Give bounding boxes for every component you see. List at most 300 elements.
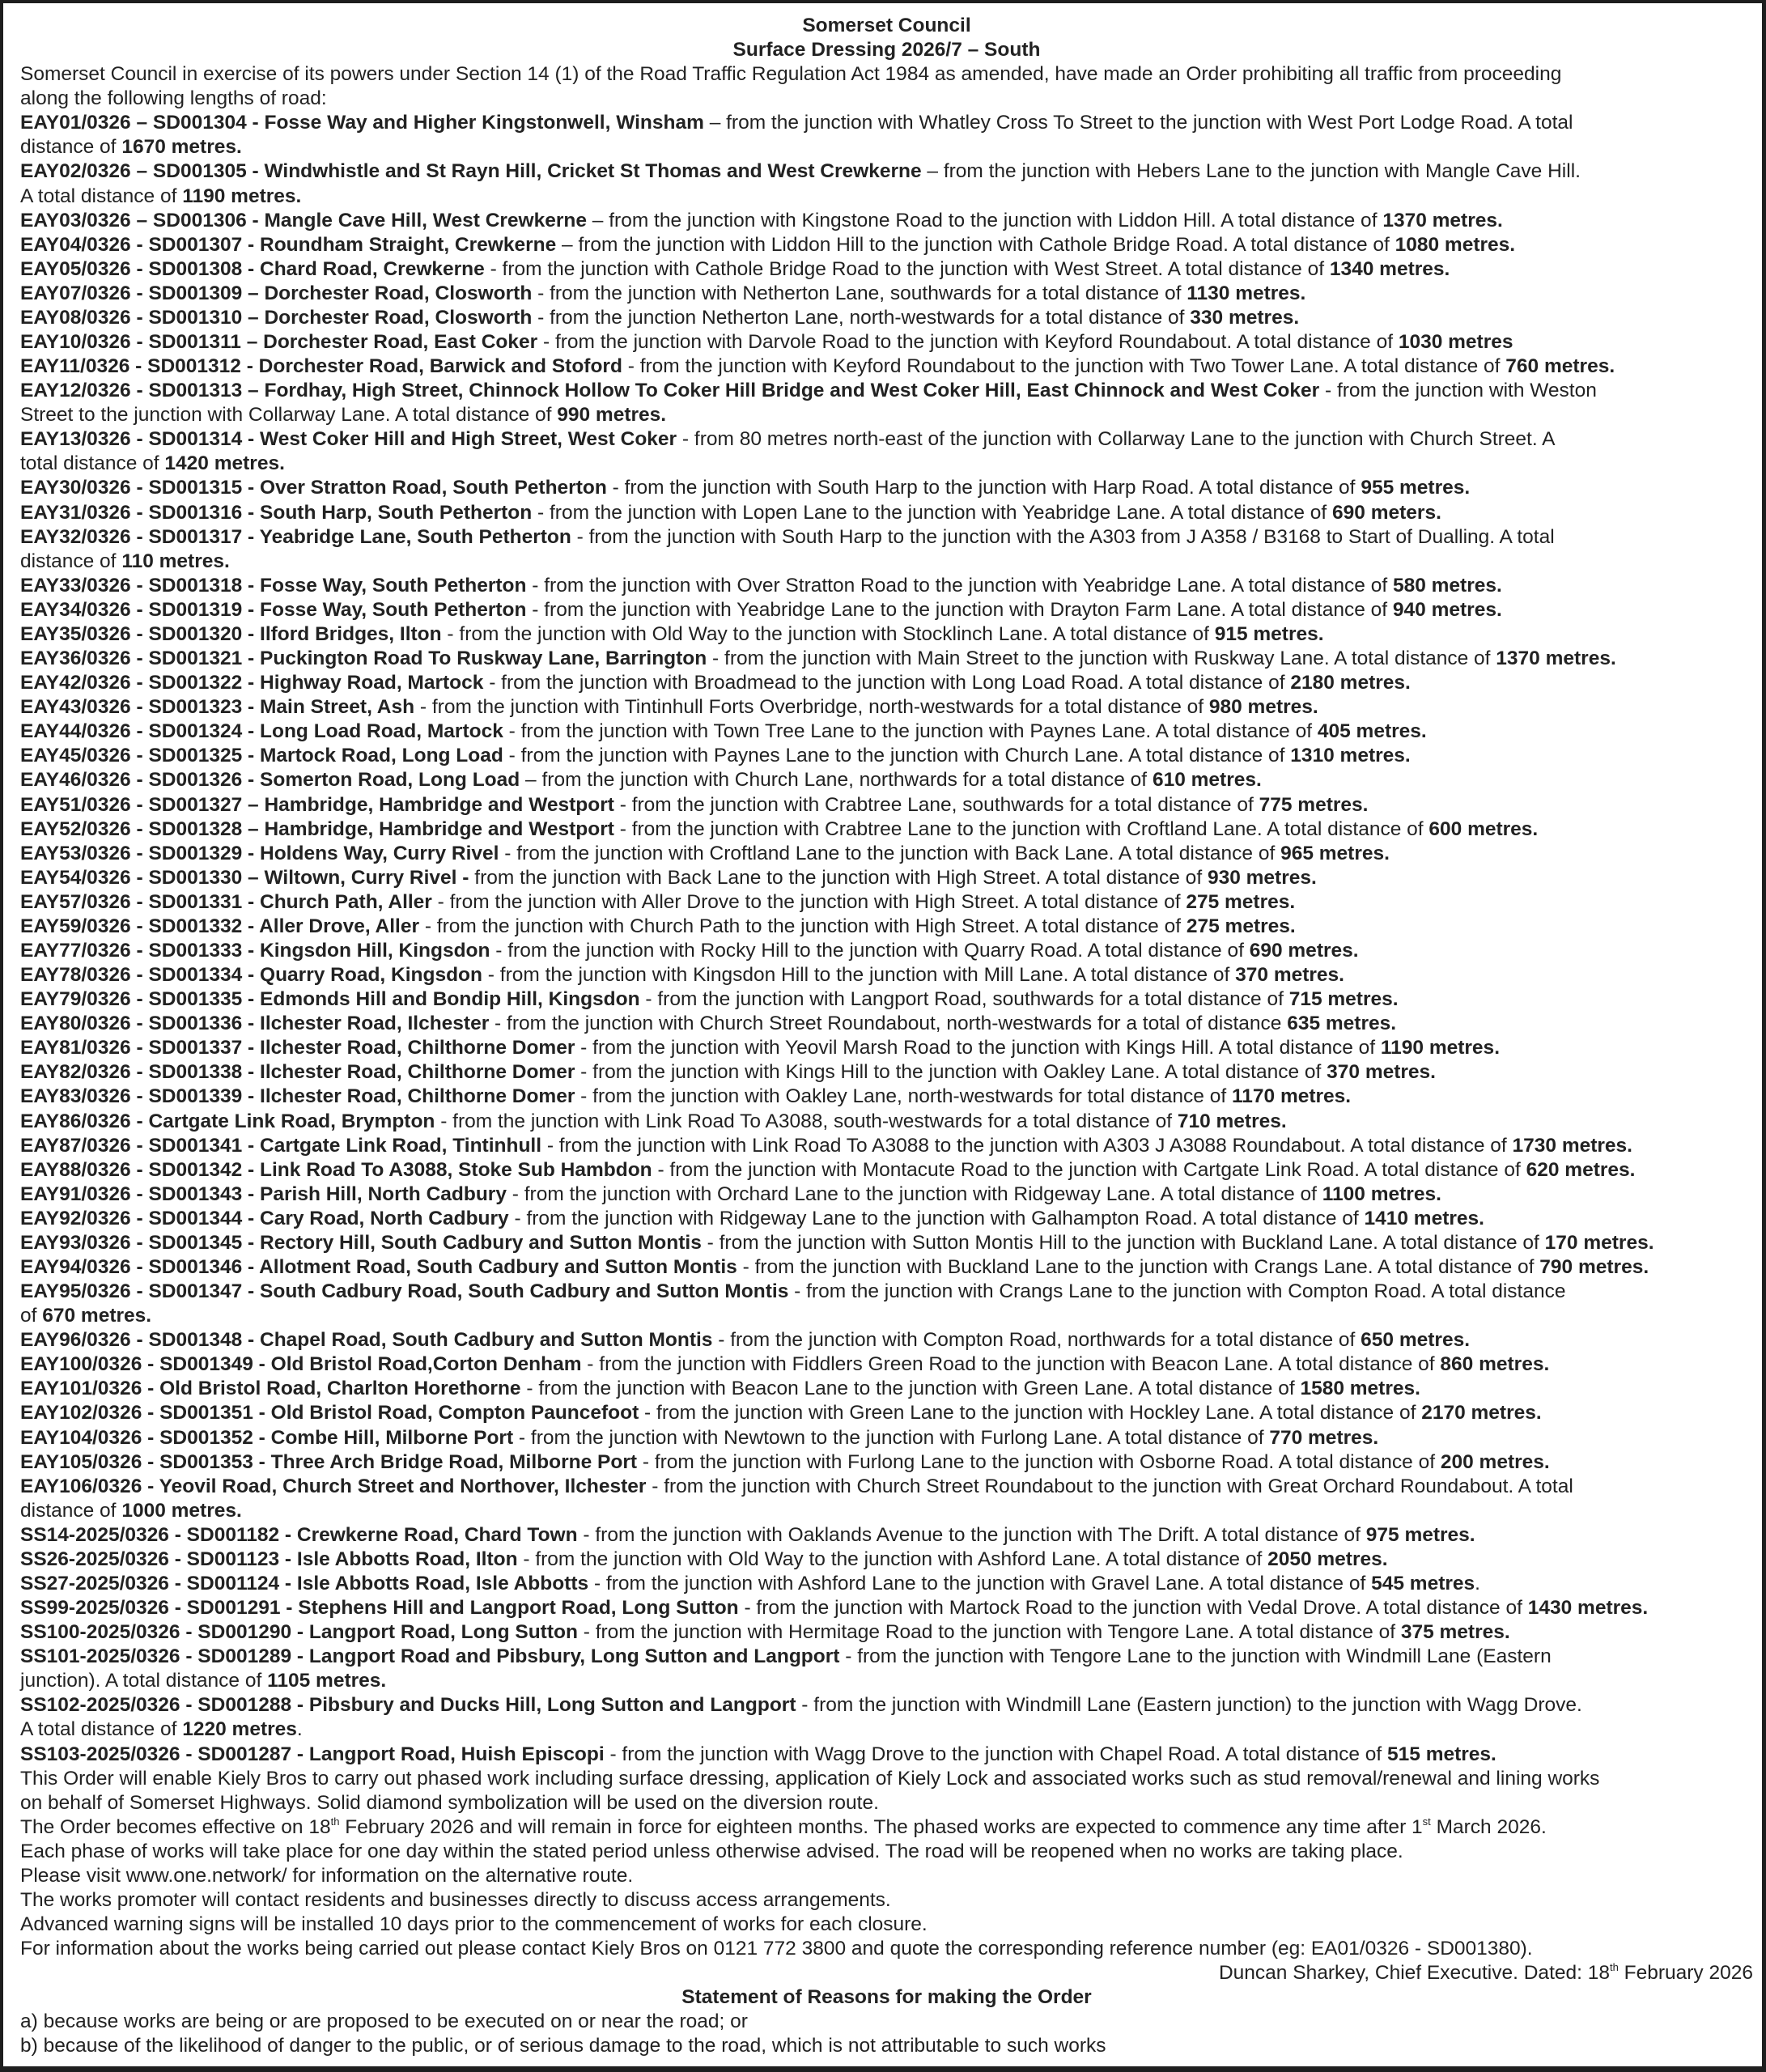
order-line	[20, 1255, 1753, 1280]
text-run: This Order will enable Kiely Bros to carry out phased work including surface dressing, application of Kiely Lock and associated works such as stud removal/renewal and lining works	[20, 1767, 1600, 1790]
order-line-text	[20, 1693, 1582, 1717]
intro-line-text	[20, 87, 327, 111]
order-line	[20, 306, 1753, 330]
bold-text: 1190 metres.	[182, 185, 302, 207]
text-run: - from the junction with Langport Road, southwards for a total distance of	[639, 988, 1289, 1011]
bold-text: 955 metres.	[1361, 477, 1471, 499]
text-run: - from the junction with Rocky Hill to the junction with Quarry Road. A total distance of	[490, 939, 1250, 962]
order-line	[20, 1523, 1753, 1548]
bold-text: EAY106/0326 - Yeovil Road, Church Street and Northover, Ilchester	[20, 1475, 647, 1497]
bold-text: 275 metres.	[1186, 915, 1296, 937]
order-line	[20, 379, 1753, 403]
order-line	[20, 963, 1753, 987]
note-line-text	[20, 1937, 1533, 1961]
order-line	[20, 647, 1753, 671]
bold-text: EAY81/0326 - SD001337 - Ilchester Road, Chilthorne Domer	[20, 1037, 575, 1059]
bold-text: 965 metres.	[1280, 842, 1390, 864]
text-run: - from the junction with Church Path to the junction with High Street. A total distance of	[419, 915, 1187, 937]
order-entry	[20, 939, 1753, 963]
bold-text: 545 metres	[1371, 1573, 1475, 1594]
bold-text: 990 metres.	[557, 404, 667, 427]
bold-text: EAY91/0326 - SD001343 - Parish Hill, North Cadbury	[20, 1182, 507, 1205]
bold-text: 2180 metres.	[1290, 672, 1411, 694]
bold-text: EAY11/0326 - SD001312 - Dorchester Road, Barwick and Stoford	[20, 355, 622, 378]
bold-text: EAY52/0326 - SD001328 – Hambridge, Hambridge and Westport	[20, 817, 614, 840]
text-run: March 2026.	[1430, 1815, 1547, 1838]
order-line	[20, 476, 1753, 500]
bold-text: 760 metres.	[1505, 355, 1615, 378]
bold-text: EAY01/0326 – SD001304 - Fosse Way and Higher Kingstonwell, Winsham	[20, 112, 704, 134]
bold-text: 1420 metres.	[164, 452, 285, 475]
order-entry	[20, 355, 1753, 379]
order-line-text	[20, 866, 1317, 890]
bold-text: EAY96/0326 - SD001348 - Chapel Road, South Cadbury and Sutton Montis	[20, 1329, 713, 1352]
order-entry	[20, 282, 1753, 306]
bold-text: 635 metres.	[1287, 1013, 1397, 1035]
order-entry	[20, 427, 1753, 476]
text-run: - from the junction with Broadmead to the junction with Long Load Road. A total distance of	[483, 672, 1291, 694]
order-line	[20, 257, 1753, 282]
bold-text: 620 metres.	[1526, 1158, 1636, 1181]
bold-text: 670 metres.	[42, 1305, 152, 1327]
note-line	[20, 1864, 1753, 1888]
order-line	[20, 1158, 1753, 1182]
order-entry	[20, 768, 1753, 792]
note-line	[20, 1791, 1753, 1815]
order-line-text	[20, 1060, 1436, 1085]
order-line-text	[20, 427, 1555, 452]
order-entry	[20, 159, 1753, 208]
order-line	[20, 282, 1753, 306]
order-line-text	[20, 744, 1411, 768]
bold-text: 370 metres.	[1327, 1061, 1436, 1084]
order-line-text	[20, 403, 666, 427]
text-run: Please visit www.one.network/ for information on the alternative route.	[20, 1864, 634, 1887]
bold-text: 860 metres.	[1440, 1353, 1550, 1376]
order-line	[20, 159, 1753, 184]
order-entry	[20, 793, 1753, 817]
bold-text: EAY93/0326 - SD001345 - Rectory Hill, South Cadbury and Sutton Montis	[20, 1231, 702, 1254]
order-entry	[20, 501, 1753, 525]
order-line-text	[20, 1134, 1632, 1158]
order-line-text	[20, 185, 301, 209]
order-line	[20, 1036, 1753, 1060]
text-run: - from the junction with Beacon Lane to the junction with Green Lane. A total distance of	[520, 1378, 1301, 1400]
order-list	[20, 111, 1753, 1766]
order-entry	[20, 987, 1753, 1012]
bold-text: EAY104/0326 - SD001352 - Combe Hill, Milborne Port	[20, 1426, 514, 1449]
order-entry	[20, 622, 1753, 647]
bold-text: SS99-2025/0326 - SD001291 - Stephens Hill and Langport Road, Long Sutton	[20, 1597, 739, 1620]
bold-text: 1580 metres.	[1300, 1378, 1420, 1400]
order-line-text	[20, 1645, 1552, 1669]
bold-text: 690 metres.	[1249, 939, 1359, 962]
bold-text: 1190 metres.	[1380, 1037, 1500, 1059]
bold-text: 650 metres.	[1361, 1329, 1471, 1352]
order-line	[20, 1450, 1753, 1475]
note-line-text	[20, 1767, 1599, 1791]
order-line-text	[20, 282, 1305, 306]
note-line	[20, 1840, 1753, 1864]
bold-text: 515 metres.	[1387, 1743, 1496, 1765]
order-line	[20, 330, 1753, 355]
bold-text: SS101-2025/0326 - SD001289 - Langport Road and Pibsbury, Long Sutton and Langport	[20, 1645, 840, 1668]
reason-line	[20, 2034, 1753, 2058]
text-run: distance of	[20, 550, 122, 572]
bold-text: SS100-2025/0326 - SD001290 - Langport Road, Long Sutton	[20, 1621, 578, 1644]
text-run: - from the junction with Crangs Lane to the junction with Compton Road. A total distance	[788, 1280, 1566, 1303]
text-run: distance of	[20, 1499, 122, 1522]
order-entry	[20, 209, 1753, 233]
order-entry	[20, 1255, 1753, 1280]
text-run: - from the junction with Weston	[1319, 380, 1597, 402]
order-line	[20, 768, 1753, 792]
signature-line-text	[1219, 1961, 1753, 1985]
note-line	[20, 1815, 1753, 1840]
order-line-text	[20, 768, 1262, 792]
note-line-text	[20, 1913, 928, 1937]
bold-text: EAY02/0326 – SD001305 - Windwhistle and St Rayn Hill, Cricket St Thomas and West Crewkerne	[20, 160, 922, 183]
order-entry	[20, 1426, 1753, 1450]
order-line	[20, 1717, 1753, 1742]
signature-line	[20, 1961, 1753, 1985]
order-line-text	[20, 817, 1538, 842]
order-line-text	[20, 257, 1450, 282]
bold-text: 1030 metres	[1398, 331, 1513, 354]
order-entry	[20, 1401, 1753, 1425]
order-line-text	[20, 501, 1441, 525]
order-entry	[20, 744, 1753, 768]
order-entry	[20, 963, 1753, 987]
order-entry	[20, 842, 1753, 866]
order-line	[20, 1475, 1753, 1499]
order-line	[20, 842, 1753, 866]
bold-text: EAY12/0326 - SD001313 – Fordhay, High Street, Chinnock Hollow To Coker Hill Bridge and West Coker Hill, East Chinnock and West Coker	[20, 380, 1320, 402]
bold-text: EAY53/0326 - SD001329 - Holdens Way, Curry Rivel	[20, 842, 499, 864]
bold-text: 915 metres.	[1214, 622, 1324, 645]
bold-text: EAY59/0326 - SD001332 - Aller Drove, Aller	[20, 915, 420, 937]
bold-text: EAY32/0326 - SD001317 - Yeabridge Lane, South Petherton	[20, 525, 571, 548]
text-run: February 2026	[1618, 1962, 1753, 1985]
bold-text: 580 metres.	[1392, 574, 1502, 597]
order-line	[20, 1596, 1753, 1620]
bold-text: SS26-2025/0326 - SD001123 - Isle Abbotts Road, Ilton	[20, 1548, 518, 1570]
bold-text: 110 metres.	[121, 550, 230, 572]
bold-text: 1130 metres.	[1187, 282, 1306, 304]
text-run: - from the junction with Aller Drove to the junction with High Street. A total distance of	[431, 890, 1187, 913]
bold-text: EAY102/0326 - SD001351 - Old Bristol Road, Compton Pauncefoot	[20, 1402, 639, 1424]
order-entry	[20, 1475, 1753, 1523]
text-run: .	[296, 1718, 303, 1741]
order-line-text	[20, 1450, 1550, 1475]
order-entry	[20, 525, 1753, 574]
text-run: - from the junction with Montacute Road to the junction with Cartgate Link Road. A total distance of	[652, 1158, 1526, 1181]
order-line	[20, 1377, 1753, 1401]
intro-line	[20, 62, 1753, 87]
order-line	[20, 1110, 1753, 1134]
note-line-text	[20, 1888, 891, 1913]
text-run: - from the junction with Windmill Lane (Eastern junction) to the junction with Wagg Drove.	[796, 1694, 1582, 1717]
order-line-text	[20, 1352, 1549, 1377]
bold-text: EAY05/0326 - SD001308 - Chard Road, Crewkerne	[20, 257, 485, 280]
text-run: – from the junction with Liddon Hill to the junction with Cathole Bridge Road. A total distance of	[556, 233, 1395, 256]
order-line-text	[20, 1401, 1542, 1425]
bold-text: SS102-2025/0326 - SD001288 - Pibsbury and Ducks Hill, Long Sutton and Langport	[20, 1694, 796, 1717]
notice-title: Somerset Council	[802, 15, 971, 36]
text-run: - from the junction with Fiddlers Green Road to the junction with Beacon Lane. A total distance of	[581, 1353, 1441, 1376]
order-line	[20, 185, 1753, 209]
text-run: - from the junction Netherton Lane, north-westwards for a total distance of	[532, 306, 1191, 329]
text-run: - from the junction with Croftland Lane to the junction with Back Lane. A total distance of	[499, 842, 1281, 864]
order-line	[20, 890, 1753, 915]
note-line-text	[20, 1791, 879, 1815]
text-run: on behalf of Somerset Highways. Solid diamond symbolization will be used on the diversion route.	[20, 1791, 879, 1814]
order-line-text	[20, 209, 1503, 233]
order-entry	[20, 379, 1753, 427]
text-run: – from the junction with Church Lane, northwards for a total distance of	[520, 769, 1153, 792]
text-run: - from the junction with Town Tree Lane to the junction with Paynes Lane. A total distance of	[503, 720, 1318, 743]
order-line	[20, 671, 1753, 695]
text-run: along the following lengths of road:	[20, 87, 327, 110]
order-entry	[20, 1280, 1753, 1328]
order-entry	[20, 1182, 1753, 1207]
text-run: Somerset Council in exercise of its powers under Section 14 (1) of the Road Traffic Regulation Act 1984 as amended, have made an Order prohibiting all traffic from proceeding	[20, 63, 1562, 86]
bold-text: EAY57/0326 - SD001331 - Church Path, Aller	[20, 890, 432, 913]
order-line-text	[20, 1475, 1573, 1499]
bold-text: SS103-2025/0326 - SD001287 - Langport Road, Huish Episcopi	[20, 1743, 605, 1765]
order-line	[20, 550, 1753, 574]
bold-text: 600 metres.	[1429, 817, 1539, 840]
text-run: - from the junction with Lopen Lane to the junction with Yeabridge Lane. A total distance of	[532, 501, 1333, 524]
text-run: - from the junction with Crabtree Lane to the junction with Croftland Lane. A total distance of	[613, 817, 1429, 840]
text-run: from the junction with Back Lane to the junction with High Street. A total distance of	[469, 866, 1208, 889]
order-line-text	[20, 111, 1573, 135]
text-run: - from the junction with Newtown to the junction with Furlong Lane. A total distance of	[513, 1426, 1270, 1449]
bold-text: EAY94/0326 - SD001346 - Allotment Road, South Cadbury and Sutton Montis	[20, 1255, 737, 1278]
text-run: - from the junction with Yeabridge Lane to the junction with Drayton Farm Lane. A total distance of	[526, 598, 1393, 621]
order-entry	[20, 1450, 1753, 1475]
note-line	[20, 1913, 1753, 1937]
bold-text: EAY04/0326 - SD001307 - Roundham Straight, Crewkerne	[20, 233, 557, 256]
bold-text: EAY08/0326 - SD001310 – Dorchester Road, Closworth	[20, 306, 533, 329]
note-line-text	[20, 1815, 1547, 1840]
order-entry	[20, 915, 1753, 939]
order-entry	[20, 1620, 1753, 1645]
order-entry	[20, 1158, 1753, 1182]
order-line	[20, 1182, 1753, 1207]
order-line-text	[20, 1572, 1480, 1596]
text-run: Street to the junction with Collarway Lane. A total distance of	[20, 404, 558, 427]
order-line	[20, 427, 1753, 452]
bold-text: EAY77/0326 - SD001333 - Kingsdon Hill, Kingsdon	[20, 939, 490, 962]
order-line	[20, 1280, 1753, 1304]
order-entry	[20, 1693, 1753, 1742]
order-line	[20, 744, 1753, 768]
order-entry	[20, 1231, 1753, 1255]
bold-text: EAY88/0326 - SD001342 - Link Road To A3088, Stoke Sub Hambdon	[20, 1158, 652, 1181]
order-line	[20, 939, 1753, 963]
text-run: – from the junction with Hebers Lane to the junction with Mangle Cave Hill.	[921, 160, 1581, 183]
text-run: – from the junction with Kingstone Road to the junction with Liddon Hill. A total distance of	[587, 209, 1383, 231]
text-run: - from the junction with Oaklands Avenue to the junction with The Drift. A total distance of	[577, 1523, 1366, 1546]
bold-text: EAY35/0326 - SD001320 - Ilford Bridges, Ilton	[20, 622, 442, 645]
bold-text: 1105 metres.	[267, 1670, 387, 1692]
order-line-text	[20, 379, 1597, 403]
bold-text: SS27-2025/0326 - SD001124 - Isle Abbotts Road, Isle Abbotts	[20, 1573, 589, 1594]
bold-text: EAY95/0326 - SD001347 - South Cadbury Road, South Cadbury and Sutton Montis	[20, 1280, 789, 1303]
order-line-text	[20, 963, 1344, 987]
order-entry	[20, 257, 1753, 282]
order-line-text	[20, 1085, 1351, 1109]
order-line-text	[20, 1523, 1475, 1548]
notice-title-line	[20, 14, 1753, 38]
order-line-text	[20, 550, 230, 574]
bold-text: EAY45/0326 - SD001325 - Martock Road, Long Load	[20, 745, 503, 767]
order-line-text	[20, 598, 1502, 622]
order-entry	[20, 1548, 1753, 1572]
bold-text: 770 metres.	[1269, 1426, 1379, 1449]
order-line-text	[20, 452, 285, 476]
bold-text: 1340 metres.	[1329, 257, 1450, 280]
bold-text: EAY105/0326 - SD001353 - Three Arch Bridge Road, Milborne Port	[20, 1450, 638, 1473]
bold-text: EAY36/0326 - SD001321 - Puckington Road To Ruskway Lane, Barrington	[20, 648, 707, 670]
order-entry	[20, 1328, 1753, 1352]
order-line	[20, 1134, 1753, 1158]
order-line-text	[20, 355, 1615, 379]
order-entry	[20, 111, 1753, 159]
order-line-text	[20, 939, 1359, 963]
ordinal-suffix: th	[1610, 1961, 1619, 1974]
order-entry	[20, 1743, 1753, 1767]
order-line	[20, 1085, 1753, 1109]
order-entry	[20, 1377, 1753, 1401]
bold-text: 1370 metres.	[1382, 209, 1503, 231]
bold-text: 1170 metres.	[1231, 1085, 1352, 1108]
text-run: - from the junction with Church Street Roundabout to the junction with Great Orchard Roundabout. A total	[646, 1475, 1573, 1497]
order-line-text	[20, 525, 1555, 550]
bold-text: 975 metres.	[1365, 1523, 1475, 1546]
order-entry	[20, 476, 1753, 500]
order-line	[20, 355, 1753, 379]
text-run: - from the junction with Kings Hill to the junction with Oakley Lane. A total distance of	[575, 1061, 1327, 1084]
text-run: - from the junction with Main Street to the junction with Ruskway Lane. A total distance of	[707, 648, 1496, 670]
reason-b: b) because of the likelihood of danger to the public, or of serious damage to the road, which is not attributable to such works	[20, 2035, 1106, 2057]
order-line-text	[20, 695, 1318, 720]
bold-text: EAY79/0326 - SD001335 - Edmonds Hill and Bondip Hill, Kingsdon	[20, 988, 640, 1011]
order-line	[20, 1743, 1753, 1767]
order-line	[20, 720, 1753, 744]
text-run: - from the junction with South Harp to the junction with Harp Road. A total distance of	[606, 477, 1361, 499]
bold-text: 710 metres.	[1177, 1110, 1287, 1132]
order-line-text	[20, 1596, 1648, 1620]
order-line	[20, 695, 1753, 720]
order-line	[20, 1693, 1753, 1717]
bold-text: EAY54/0326 - SD001330 – Wiltown, Curry Rivel -	[20, 866, 469, 889]
bold-text: 330 metres.	[1190, 306, 1300, 329]
order-line	[20, 1548, 1753, 1572]
bold-text: 370 metres.	[1235, 964, 1344, 987]
ordinal-suffix: th	[330, 1815, 340, 1828]
text-run: - from the junction with Tintinhull Forts Overbridge, north-westwards for a total distance of	[414, 696, 1209, 719]
text-run: - from the junction with Martock Road to the junction with Vedal Drove. A total distance of	[738, 1597, 1528, 1620]
bold-text: 170 metres.	[1544, 1231, 1654, 1254]
order-line-text	[20, 1377, 1420, 1401]
bold-text: EAY42/0326 - SD001322 - Highway Road, Martock	[20, 672, 484, 694]
order-entry	[20, 1012, 1753, 1036]
bold-text: 1430 metres.	[1527, 1597, 1649, 1620]
order-entry	[20, 1572, 1753, 1596]
order-line	[20, 233, 1753, 257]
bold-text: 940 metres.	[1392, 598, 1502, 621]
order-line	[20, 817, 1753, 842]
bold-text: 1000 metres.	[121, 1499, 242, 1522]
order-entry	[20, 1085, 1753, 1109]
order-line	[20, 1620, 1753, 1645]
order-line-text	[20, 1620, 1510, 1645]
order-line	[20, 525, 1753, 550]
text-run: - from the junction with Over Stratton Road to the junction with Yeabridge Lane. A total distance of	[526, 574, 1393, 597]
text-run: of	[20, 1305, 43, 1327]
bold-text: 375 metres.	[1400, 1621, 1510, 1644]
order-line	[20, 1328, 1753, 1352]
order-entry	[20, 866, 1753, 890]
bold-text: 715 metres.	[1288, 988, 1399, 1011]
text-run: - from 80 metres north-east of the junction with Collarway Lane to the junction with Church Street. A	[677, 428, 1556, 451]
bold-text: 980 metres.	[1208, 696, 1318, 719]
text-run: Each phase of works will take place for one day within the stated period unless otherwise advised. The road will be reopened when no works are taking place.	[20, 1840, 1403, 1862]
bold-text: EAY31/0326 - SD001316 - South Harp, South Petherton	[20, 501, 533, 524]
order-entry	[20, 1352, 1753, 1377]
order-line	[20, 1231, 1753, 1255]
order-line	[20, 1012, 1753, 1036]
notice-subtitle-line	[20, 38, 1753, 62]
text-run: - from the junction with Compton Road, northwards for a total distance of	[712, 1329, 1361, 1352]
order-line	[20, 135, 1753, 159]
order-entry	[20, 695, 1753, 720]
bold-text: 2050 metres.	[1267, 1548, 1388, 1570]
order-line-text	[20, 1717, 303, 1742]
bold-text: 1310 metres.	[1290, 745, 1411, 767]
bold-text: EAY86/0326 - Cartgate Link Road, Brympton	[20, 1110, 435, 1132]
text-run: - from the junction with Paynes Lane to the junction with Church Lane. A total distance of	[503, 745, 1291, 767]
bold-text: 1220 metres	[182, 1718, 297, 1741]
order-line	[20, 622, 1753, 647]
order-line-text	[20, 987, 1399, 1012]
order-entry	[20, 574, 1753, 598]
text-run: distance of	[20, 136, 122, 159]
text-run: - from the junction with Link Road To A3088 to the junction with A303 J A3088 Roundabout. A total distance of	[541, 1134, 1513, 1157]
order-line-text	[20, 330, 1513, 355]
bold-text: 1080 metres.	[1395, 233, 1516, 256]
order-entry	[20, 1060, 1753, 1085]
order-line-text	[20, 1280, 1565, 1304]
statement-heading: Statement of Reasons for making the Order	[681, 1986, 1092, 2009]
note-line	[20, 1888, 1753, 1913]
bold-text: SS14-2025/0326 - SD001182 - Crewkerne Road, Chard Town	[20, 1523, 578, 1546]
bold-text: 1670 metres.	[121, 136, 242, 159]
text-run: - from the junction with Orchard Lane to the junction with Ridgeway Lane. A total distance of	[506, 1182, 1322, 1205]
bold-text: 1410 metres.	[1364, 1207, 1484, 1229]
order-line-text	[20, 1012, 1396, 1036]
order-line-text	[20, 890, 1295, 915]
order-line-text	[20, 915, 1296, 939]
order-line	[20, 1304, 1753, 1328]
signature-block	[20, 1961, 1753, 1985]
text-run: February 2026 and will remain in force for eighteen months. The phased works are expected to commence any time after 1	[339, 1815, 1423, 1838]
bold-text: EAY101/0326 - Old Bristol Road, Charlton Horethorne	[20, 1378, 521, 1400]
order-line-text	[20, 1207, 1484, 1231]
text-run: For information about the works being carried out please contact Kiely Bros on 0121 772 3800 and quote the corresponding reference number (eg: EA01/0326 - SD001380).	[20, 1938, 1533, 1960]
